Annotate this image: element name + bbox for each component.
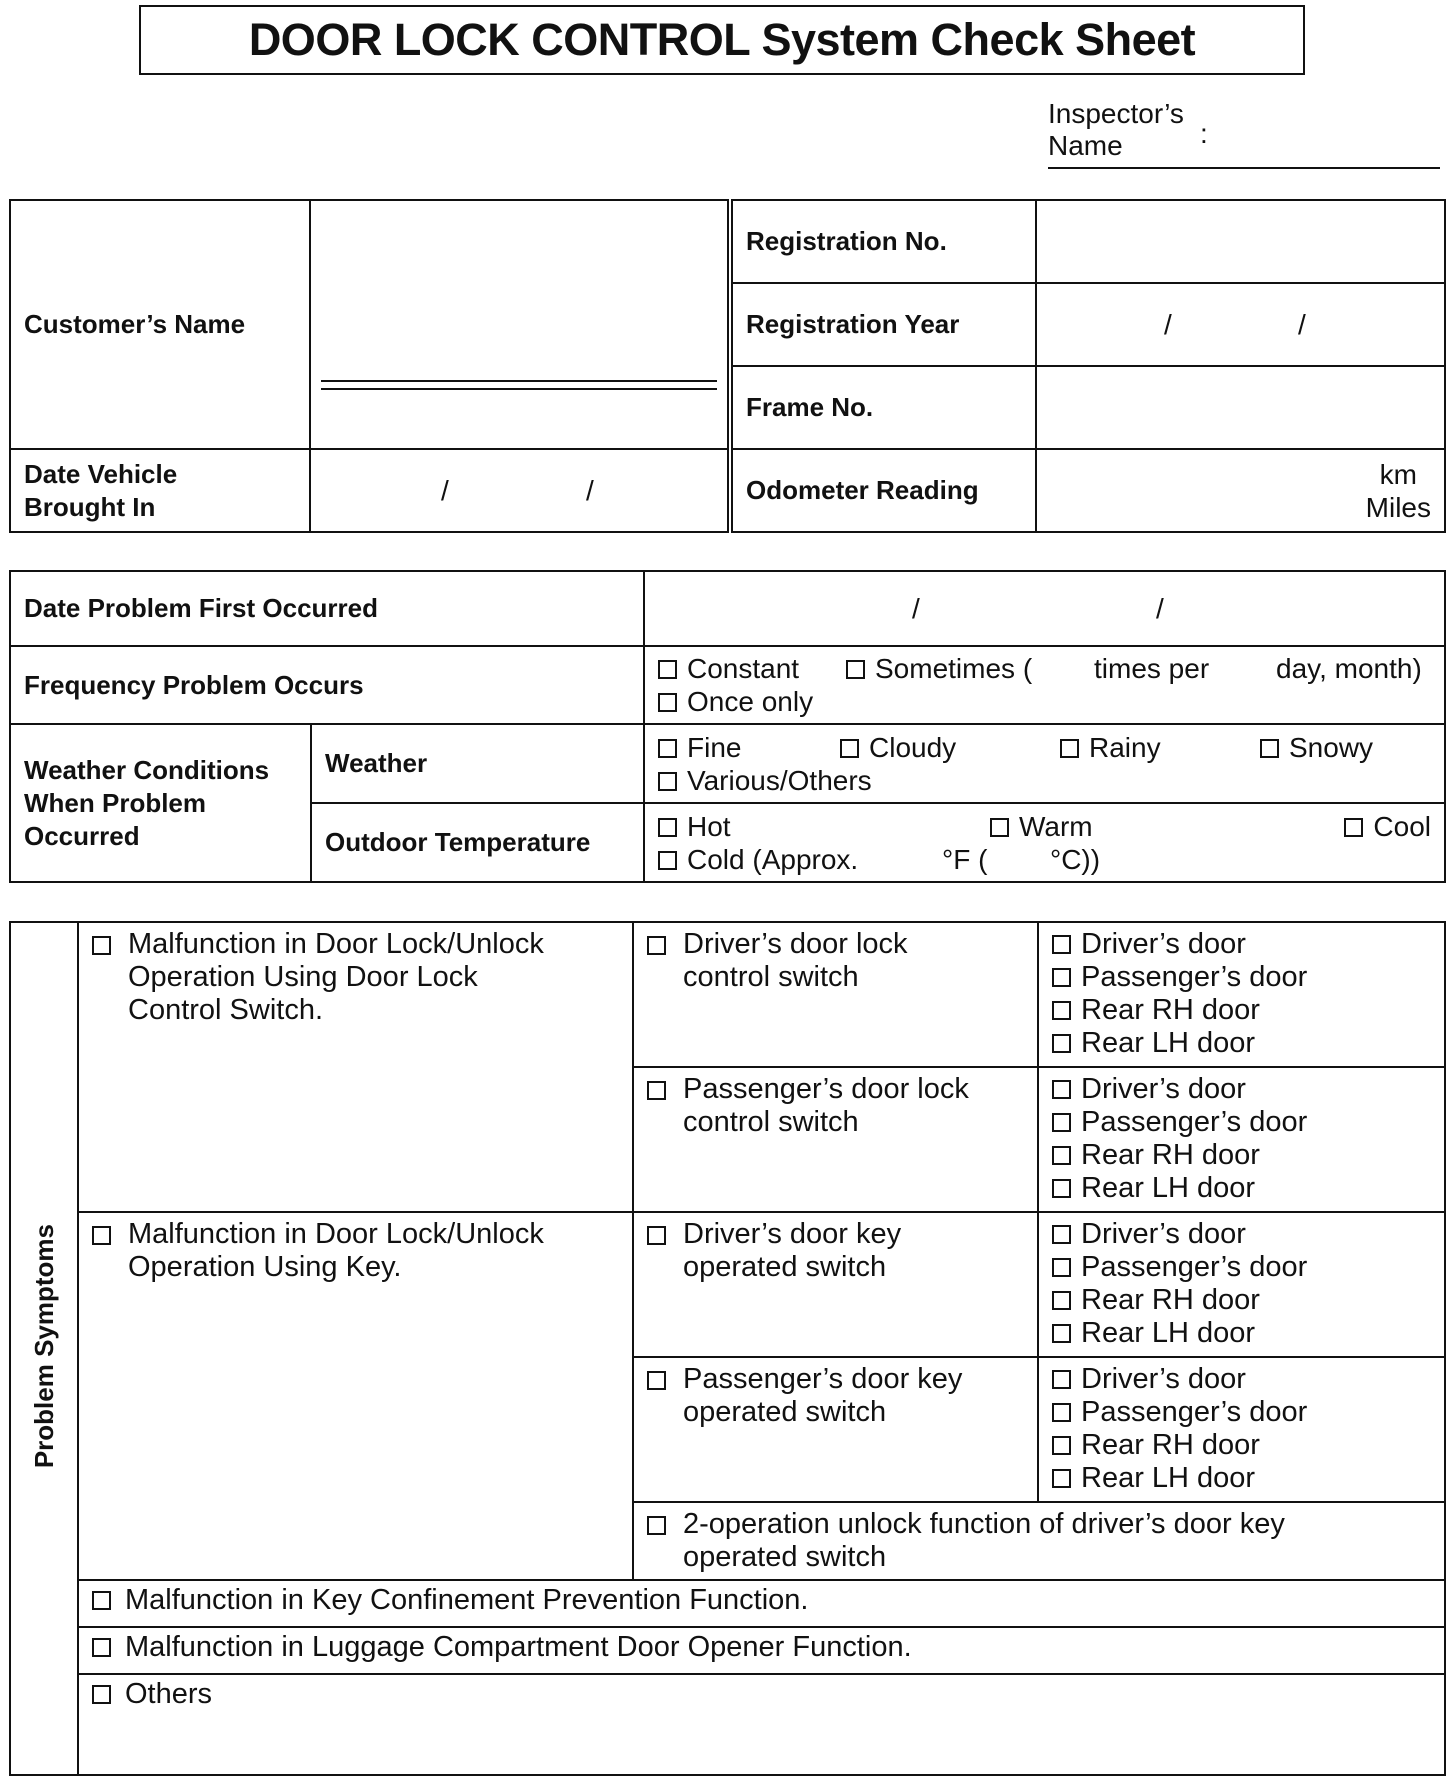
frequency-options (644, 646, 1445, 724)
driver-key-switch-item[interactable]: Driver’s door key operated switch (633, 1212, 1038, 1357)
weather-fine-option[interactable]: Fine (658, 731, 741, 764)
luggage-opener-item[interactable]: Malfunction in Luggage Compartment Door Opener Function. (78, 1627, 1445, 1674)
customer-name-label: Customer’s Name (10, 200, 310, 449)
checkbox[interactable] (92, 1685, 111, 1704)
checkbox[interactable] (658, 693, 677, 712)
checkbox[interactable] (1260, 739, 1279, 758)
checkbox[interactable] (1052, 1225, 1071, 1244)
registration-year-field[interactable] (1036, 283, 1445, 366)
date-brought-in-label: Date Vehicle Brought In (10, 449, 310, 532)
checkbox[interactable] (1052, 1179, 1071, 1198)
checkbox[interactable] (840, 739, 859, 758)
temp-hot-option[interactable]: Hot (658, 810, 731, 843)
frame-no-field[interactable] (1036, 366, 1445, 449)
checkbox[interactable] (92, 1638, 111, 1657)
door-option: Rear LH door (1052, 1172, 1431, 1205)
door-option: Driver’s door (1052, 1363, 1431, 1396)
checkbox[interactable] (1052, 1001, 1071, 1020)
checkbox[interactable] (92, 1591, 111, 1610)
frequency-times-per: times per (1094, 653, 1210, 684)
weather-snowy-option[interactable]: Snowy (1260, 731, 1373, 764)
problem-symptoms-label-cell (10, 922, 78, 1775)
checkbox[interactable] (1052, 1469, 1071, 1488)
unit-km: km (1379, 458, 1417, 490)
door-list (1038, 922, 1445, 1067)
date-separator: / (586, 475, 594, 506)
weather-options (644, 724, 1445, 803)
frequency-day-month: day, month) (1276, 653, 1422, 684)
checkbox[interactable] (1052, 1113, 1071, 1132)
key-confinement-item[interactable]: Malfunction in Key Confinement Prevention Function. (78, 1580, 1445, 1627)
door-option: Passenger’s door (1052, 1106, 1431, 1139)
temp-celsius: °C)) (1050, 843, 1101, 875)
temp-warm-option[interactable]: Warm (990, 810, 1093, 843)
registration-no-field[interactable] (1036, 200, 1445, 283)
checkbox[interactable] (647, 936, 666, 955)
temp-cold-option[interactable]: Cold (Approx. (658, 843, 858, 876)
checkbox[interactable] (1052, 1034, 1071, 1053)
weather-label: Weather (311, 724, 644, 803)
door-option: Rear LH door (1052, 1317, 1431, 1350)
checkbox[interactable] (658, 660, 677, 679)
temp-cool-option[interactable]: Cool (1344, 810, 1431, 843)
door-option: Rear RH door (1052, 1429, 1431, 1462)
frequency-constant-option[interactable]: Constant (658, 652, 799, 685)
date-separator: / (1298, 309, 1306, 340)
weather-various-option[interactable]: Various/Others (658, 764, 872, 797)
door-option: Rear LH door (1052, 1462, 1431, 1495)
door-option: Rear LH door (1052, 1027, 1431, 1060)
door-option: Passenger’s door (1052, 1251, 1431, 1284)
checkbox[interactable] (92, 936, 111, 955)
checkbox[interactable] (647, 1226, 666, 1245)
passenger-lock-switch-item[interactable]: Passenger’s door lock control switch (633, 1067, 1038, 1212)
checkbox[interactable] (1052, 1146, 1071, 1165)
door-option: Passenger’s door (1052, 961, 1431, 994)
checkbox[interactable] (1052, 1436, 1071, 1455)
date-separator: / (1164, 309, 1172, 340)
temp-fahrenheit: °F ( (942, 843, 988, 875)
passenger-key-switch-item[interactable]: Passenger’s door key operated switch (633, 1357, 1038, 1502)
checkbox[interactable] (658, 818, 677, 837)
customer-name-field[interactable] (310, 200, 730, 449)
checkbox[interactable] (1052, 1258, 1071, 1277)
checkbox[interactable] (647, 1371, 666, 1390)
door-option: Driver’s door (1052, 1218, 1431, 1251)
two-operation-unlock-item[interactable]: 2-operation unlock function of driver’s door key operated switch (633, 1502, 1445, 1580)
checkbox[interactable] (1052, 1370, 1071, 1389)
door-option: Rear RH door (1052, 1284, 1431, 1317)
odometer-field[interactable] (1036, 449, 1445, 532)
door-list (1038, 1212, 1445, 1357)
frame-no-label: Frame No. (730, 366, 1036, 449)
date-separator: / (912, 593, 920, 624)
weather-rainy-option[interactable]: Rainy (1060, 731, 1161, 764)
door-option: Passenger’s door (1052, 1396, 1431, 1429)
occurrence-table (9, 570, 1446, 883)
registration-year-label: Registration Year (730, 283, 1036, 366)
date-separator: / (441, 475, 449, 506)
date-brought-in-field[interactable] (310, 449, 730, 532)
weather-conditions-label: Weather Conditions When Problem Occurred (10, 724, 311, 882)
checkbox[interactable] (1052, 1291, 1071, 1310)
door-option: Rear RH door (1052, 1139, 1431, 1172)
date-first-occurred-field[interactable] (644, 571, 1445, 646)
date-separator: / (1156, 593, 1164, 624)
date-first-occurred-label: Date Problem First Occurred (10, 571, 644, 646)
checkbox[interactable] (658, 739, 677, 758)
others-item[interactable]: Others (78, 1674, 1445, 1775)
checkbox[interactable] (1052, 1080, 1071, 1099)
key-malfunction-item[interactable]: Malfunction in Door Lock/Unlock Operation Using Key. (78, 1212, 633, 1580)
page-title: DOOR LOCK CONTROL System Check Sheet (139, 5, 1305, 75)
problem-symptoms-label: Problem Symptoms (28, 1223, 59, 1469)
checkbox[interactable] (1052, 1403, 1071, 1422)
checkbox[interactable] (1052, 935, 1071, 954)
weather-cloudy-option[interactable]: Cloudy (840, 731, 956, 764)
frequency-sometimes-option[interactable]: Sometimes ( (846, 652, 1032, 685)
checkbox[interactable] (1052, 968, 1071, 987)
temperature-options (644, 803, 1445, 882)
checkbox[interactable] (647, 1081, 666, 1100)
frequency-label: Frequency Problem Occurs (10, 646, 644, 724)
checkbox[interactable] (92, 1226, 111, 1245)
door-option: Driver’s door (1052, 1073, 1431, 1106)
checkbox[interactable] (658, 772, 677, 791)
symptoms-table (9, 921, 1446, 1776)
driver-lock-switch-item[interactable]: Driver’s door lock control switch (633, 922, 1038, 1067)
frequency-once-option[interactable]: Once only (658, 685, 813, 718)
odometer-label: Odometer Reading (730, 449, 1036, 532)
checkbox[interactable] (990, 818, 1009, 837)
door-list (1038, 1067, 1445, 1212)
inspector-label: Inspector’s Name (1048, 98, 1184, 161)
checkbox[interactable] (658, 851, 677, 870)
registration-no-label: Registration No. (730, 200, 1036, 283)
customer-table (9, 199, 1446, 533)
checkbox[interactable] (1052, 1324, 1071, 1343)
unit-miles: Miles (1365, 491, 1431, 523)
inspector-colon: : (1200, 118, 1208, 149)
door-list (1038, 1357, 1445, 1502)
outdoor-temperature-label: Outdoor Temperature (311, 803, 644, 882)
door-option: Rear RH door (1052, 994, 1431, 1027)
checkbox[interactable] (647, 1516, 666, 1535)
customer-name-divider (321, 380, 717, 390)
switch-malfunction-item[interactable]: Malfunction in Door Lock/Unlock Operation Using Door Lock Control Switch. (78, 922, 633, 1212)
inspector-name-field[interactable] (1048, 167, 1440, 169)
checkbox[interactable] (1060, 739, 1079, 758)
checkbox[interactable] (1344, 818, 1363, 837)
door-option: Driver’s door (1052, 928, 1431, 961)
checkbox[interactable] (846, 660, 865, 679)
